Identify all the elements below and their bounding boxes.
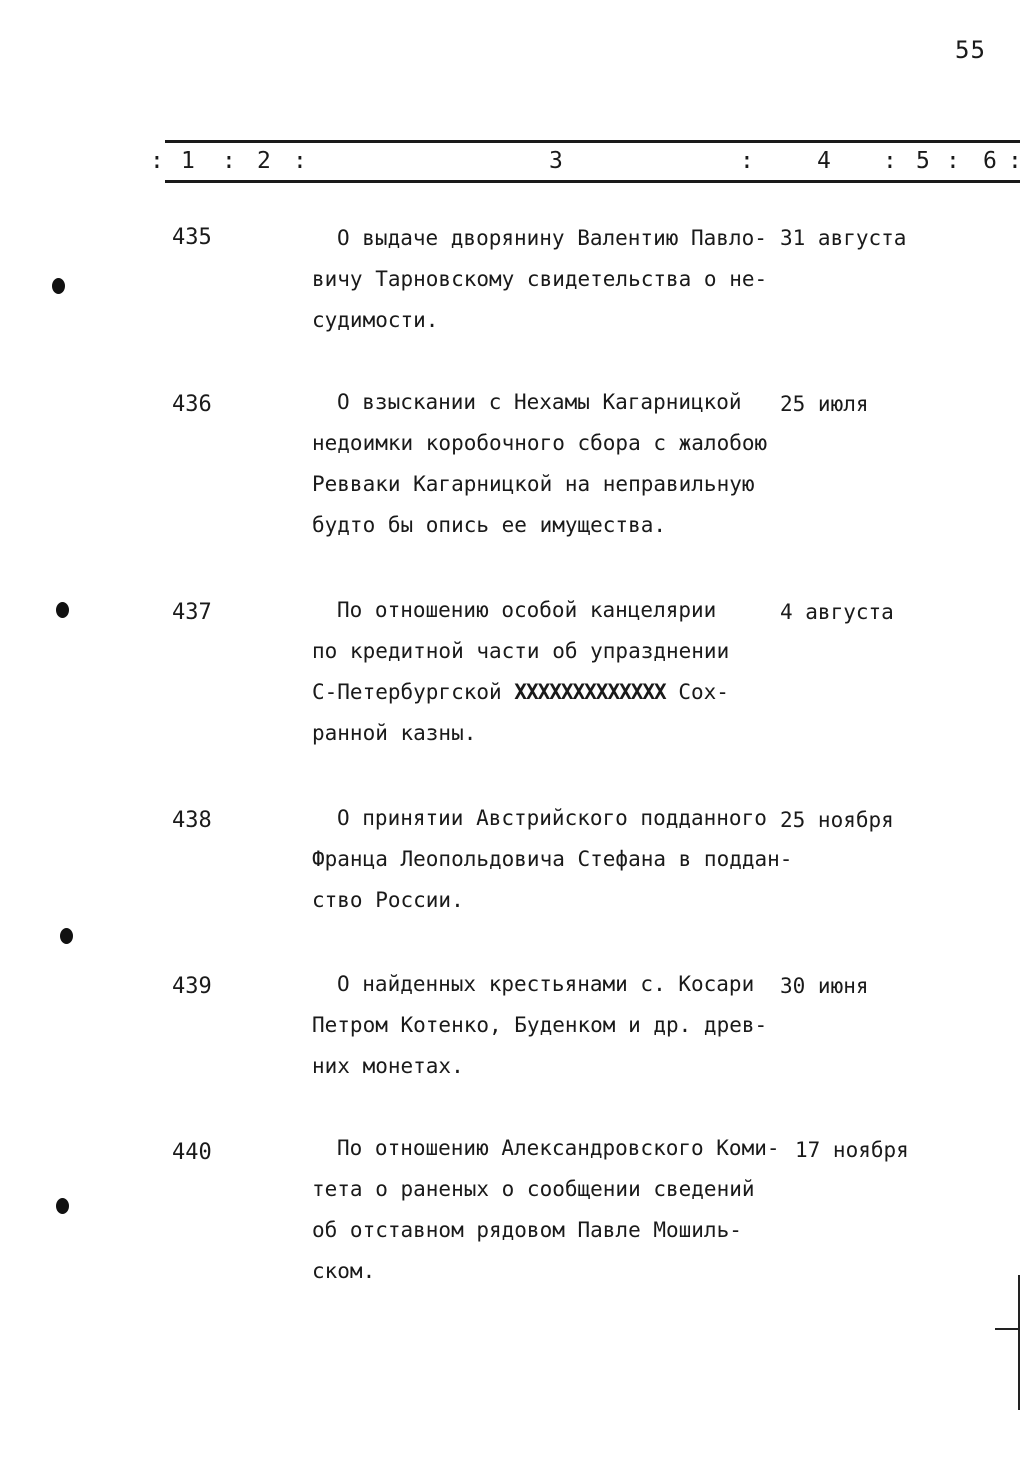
column-separator: : [1008,148,1022,174]
text-line: об отставном рядовом Павле Мошиль- [312,1218,742,1242]
entry-description [312,590,782,754]
text-line: Ревваки Кагарницкой на неправильную [312,472,755,496]
entry-description [312,382,782,546]
text-line: ском. [312,1259,376,1283]
column-separator: : [222,148,236,174]
entry-date: 25 июля [780,392,869,416]
text-line: по кредитной части об упразднении [312,639,730,663]
punch-hole [52,278,65,294]
column-header-2: 2 [257,148,271,174]
text-line: тета о раненых о сообщении сведений [312,1177,755,1201]
text-line: них монетах. [312,1054,464,1078]
margin-line [1018,1275,1020,1410]
text-line: О найденных крестьянами с. Косари [337,972,755,996]
entry-number: 439 [172,974,212,999]
entry-date: 25 ноября [780,808,894,832]
table-header-top-rule [165,140,1020,143]
margin-dash [995,1328,1019,1330]
entry-date: 31 августа [780,226,907,250]
text-line: По отношению Александровского Коми- [337,1136,780,1160]
text-line: ранной казны. [312,721,477,745]
text-line: вичу Тарновскому свидетельства о не- [312,267,768,291]
entry-date: 17 ноября [795,1138,909,1162]
text-fragment: С-Петербургской [312,680,515,704]
entry-date: 30 июня [780,974,869,998]
column-separator: : [293,148,307,174]
column-header-6: 6 [983,148,997,174]
punch-hole [60,928,73,944]
text-line [312,672,782,713]
entry-number: 437 [172,600,212,625]
column-header-1: 1 [181,148,195,174]
text-fragment: Сох- [665,680,729,704]
text-line: Петром Котенко, Буденком и др. древ- [312,1013,768,1037]
struck-out-text: XXXXXXXXXXXXX [514,680,666,704]
entry-description [312,964,782,1087]
text-line: судимости. [312,308,439,332]
entry-number: 436 [172,392,212,417]
column-separator: : [946,148,960,174]
text-line: Франца Леопольдовича Стефана в поддан- [312,847,793,871]
page-number: 55 [955,36,986,64]
punch-hole [56,602,69,618]
entry-number: 438 [172,808,212,833]
column-header-5: 5 [916,148,930,174]
column-header-3: 3 [549,148,563,174]
column-header-4: 4 [817,148,831,174]
entry-description [312,1128,782,1292]
column-separator: : [740,148,754,174]
punch-hole [56,1198,69,1214]
entry-number: 435 [172,225,212,250]
text-line: ство России. [312,888,464,912]
text-line: О принятии Австрийского подданного [337,806,767,830]
column-separator: : [150,148,164,174]
entry-number: 440 [172,1140,212,1165]
table-header-bottom-rule [165,180,1020,183]
text-line: О выдаче дворянину Валентию Павло- [337,226,767,250]
entry-description [312,798,793,921]
text-line: О взыскании с Нехамы Кагарницкой [337,390,742,414]
entry-description [312,218,782,341]
text-line: По отношению особой канцелярии [337,598,717,622]
text-line: недоимки коробочного сбора с жалобою [312,431,768,455]
column-separator: : [883,148,897,174]
text-line: будто бы опись ее имущества. [312,513,667,537]
entry-date: 4 августа [780,600,894,624]
